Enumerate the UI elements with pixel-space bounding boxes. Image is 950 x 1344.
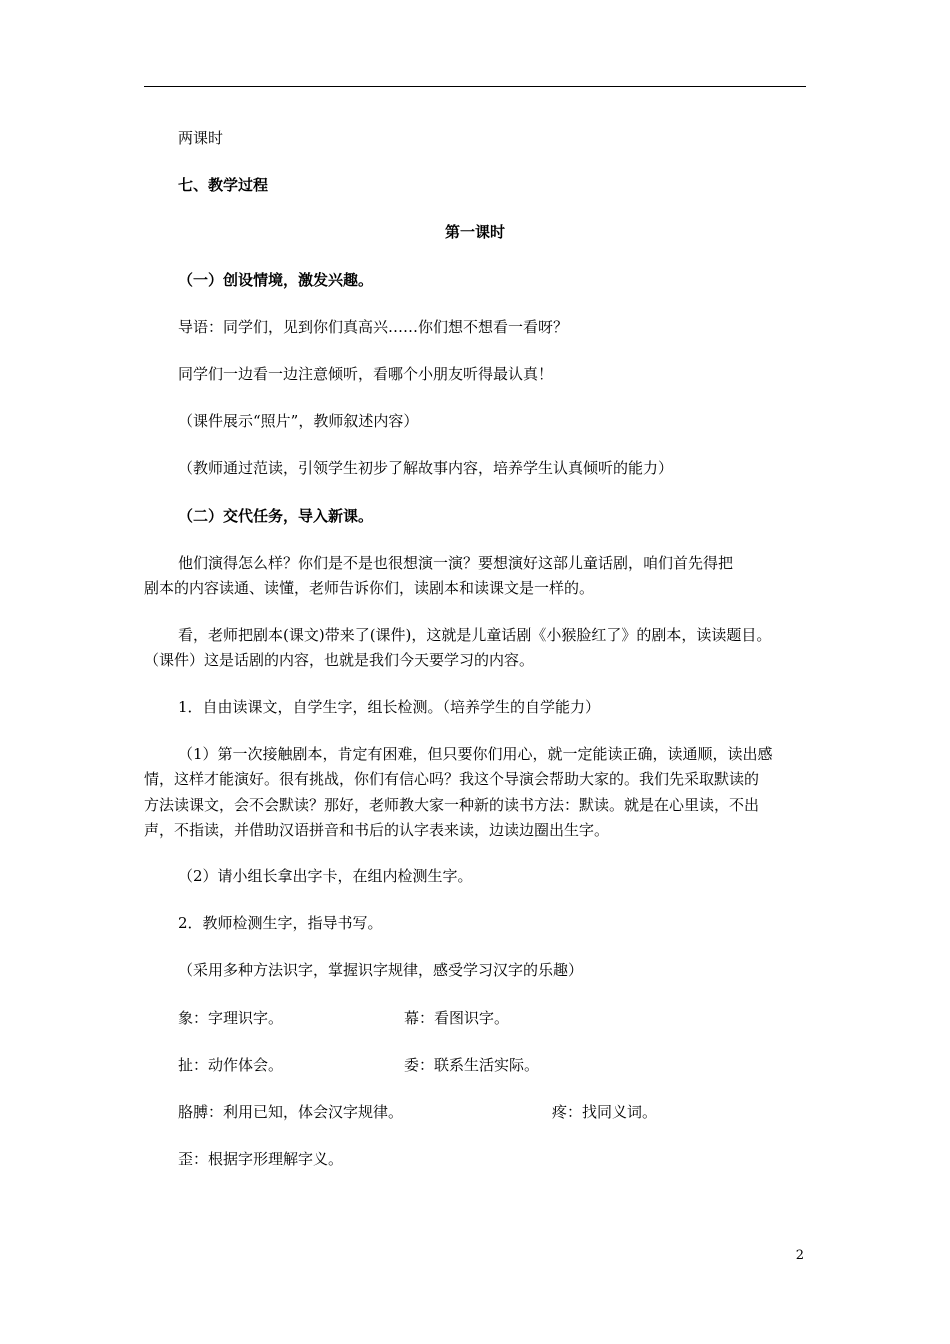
char-item: 胳膊：利用已知，体会汉字规律。	[178, 1103, 404, 1121]
paragraph-line: 声，不指读，并借助汉语拼音和书后的认字表来读，边读边圈出生字。	[144, 821, 610, 839]
paragraph-line: 情，这样才能演好。很有挑战，你们有信心吗？我这个导演会帮助大家的。我们先采取默读的	[144, 770, 760, 788]
char-item: 委：联系生活实际。	[404, 1056, 540, 1074]
char-item: 象：字理识字。	[178, 1009, 284, 1027]
step-2-note: （采用多种方法识字，掌握识字规律，感受学习汉字的乐趣）	[178, 961, 584, 979]
header-rule	[144, 86, 806, 87]
paragraph-line: （课件）这是话剧的内容，也就是我们今天要学习的内容。	[144, 651, 535, 669]
page-number: 2	[795, 1248, 804, 1263]
paragraph-line: 方法读课文，会不会默读？那好，老师教大家一种新的读书方法：默读。就是在心里读，不出	[144, 796, 760, 814]
part1-heading: （一）创设情境，激发兴趣。	[178, 271, 374, 289]
part1-line: 导语：同学们，见到你们真高兴……你们想不想看一看呀？	[178, 318, 569, 336]
paragraph-line: （1）第一次接触剧本，肯定有困难，但只要你们用心，就一定能读正确，读通顺，读出感	[178, 745, 773, 763]
paragraph-line: 他们演得怎么样？你们是不是也很想演一演？要想演好这部儿童话剧，咱们首先得把	[178, 554, 734, 572]
step-2: 2．教师检测生字，指导书写。	[178, 914, 383, 932]
char-item: 幕：看图识字。	[404, 1009, 510, 1027]
part1-line: （教师通过范读，引领学生初步了解故事内容，培养学生认真倾听的能力）	[178, 459, 674, 477]
lesson-hours: 两课时	[178, 129, 224, 147]
char-item: 扯：动作体会。	[178, 1056, 284, 1074]
step-1-2: （2）请小组长拿出字卡，在组内检测生字。	[178, 867, 473, 885]
part1-line: （课件展示“照片”，教师叙述内容）	[178, 412, 419, 430]
section-title: 七、教学过程	[178, 176, 269, 194]
step-1: 1．自由读课文，自学生字，组长检测。（培养学生的自学能力）	[178, 698, 601, 716]
char-item: 疼：找同义词。	[552, 1103, 658, 1121]
paragraph-line: 剧本的内容读通、读懂，老师告诉你们，读剧本和读课文是一样的。	[144, 579, 595, 597]
paragraph-line: 看，老师把剧本(课文)带来了(课件)，这就是儿童话剧《小猴脸红了》的剧本，读读题目。	[178, 626, 772, 644]
subsection-title: 第一课时	[444, 223, 505, 241]
char-item: 歪：根据字形理解字义。	[178, 1150, 344, 1168]
part1-line: 同学们一边看一边注意倾听，看哪个小朋友听得最认真！	[178, 365, 554, 383]
part2-heading: （二）交代任务，导入新课。	[178, 507, 374, 525]
